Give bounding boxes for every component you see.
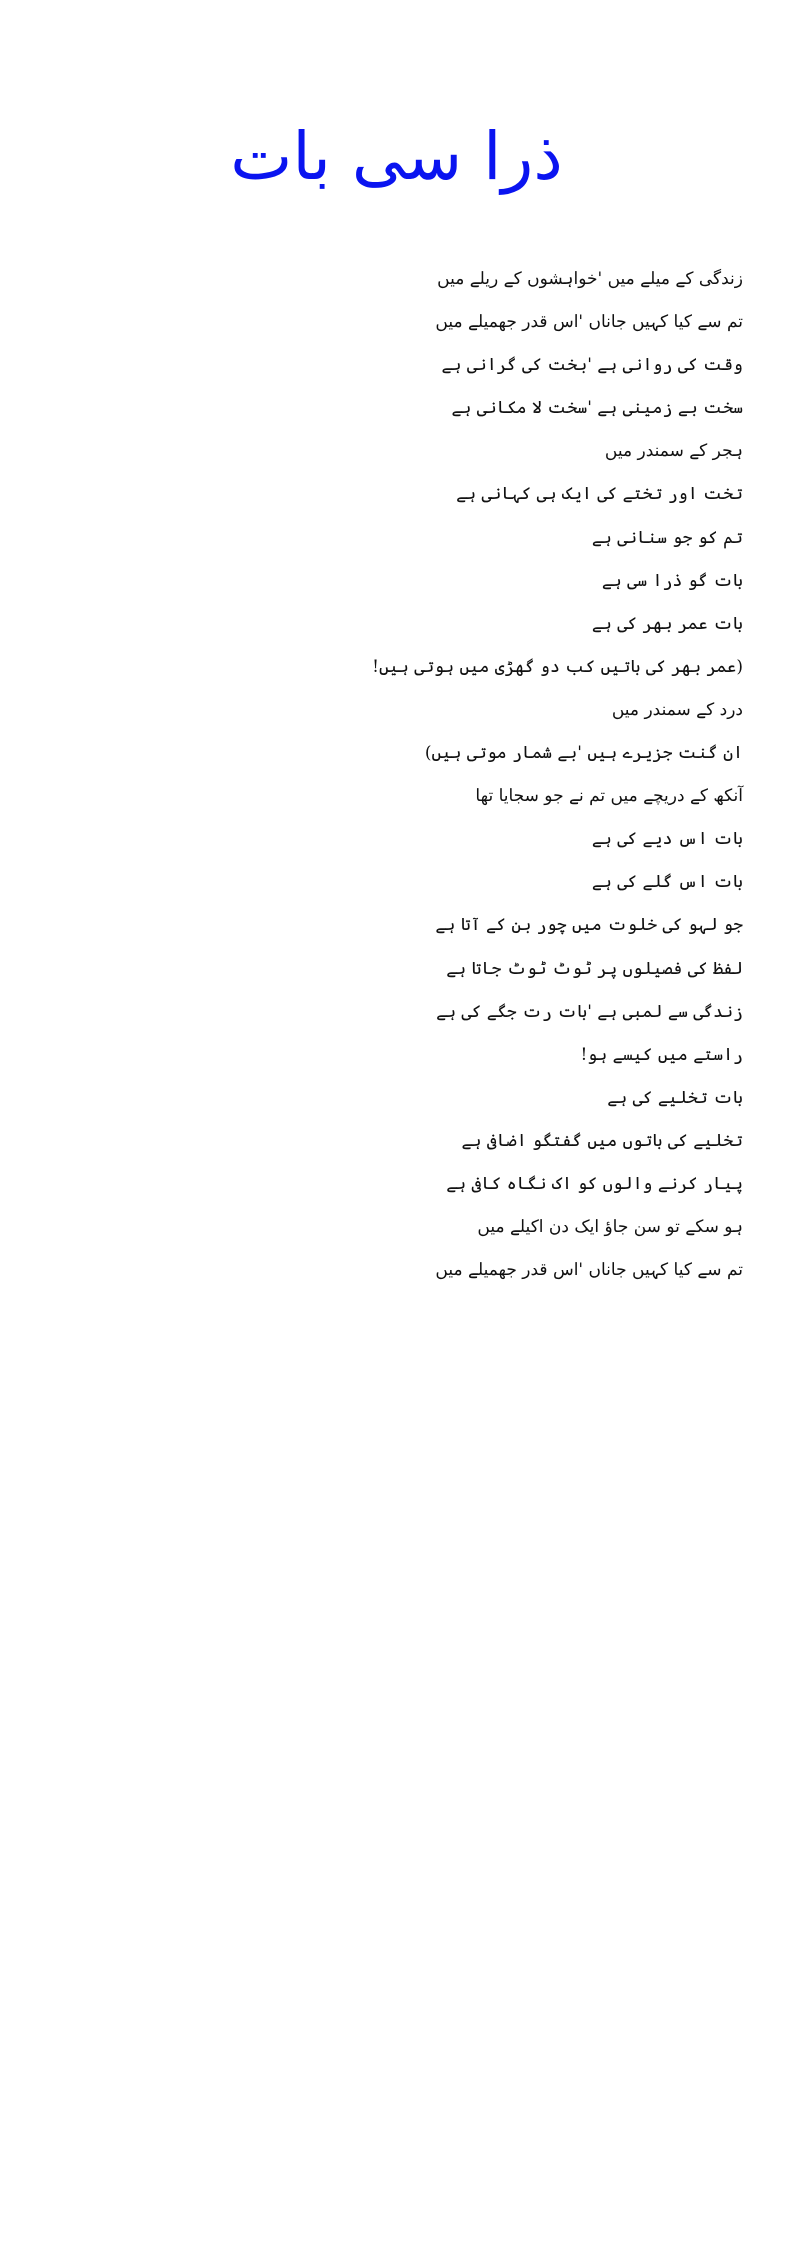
- poem-line: جو لہو کی خلوت میں چور بن کے آتا ہے: [435, 915, 743, 936]
- poem-line: سخت بے زمینی ہے 'سخت لا مکانی ہے: [451, 398, 743, 419]
- poem-line: آنکھ کے دریچے میں تم نے جو سجایا تھا: [475, 786, 743, 807]
- poem-line: زندگی کے میلے میں 'خواہشوں کے ریلے میں: [437, 269, 743, 289]
- poem-line: تخت اور تختے کی ایک ہی کہانی ہے: [456, 484, 743, 505]
- poem-title: ذرا سی بات: [230, 118, 563, 195]
- poem-line: لفظ کی فصیلوں پر ٹوٹ ٹوٹ جاتا ہے: [446, 958, 743, 979]
- poem-line: بات اس دیے کی ہے: [591, 829, 743, 850]
- poem-line: ہجر کے سمندر میں: [604, 441, 743, 462]
- poem-line: بات گو ذرا سی ہے: [601, 570, 743, 591]
- poem-line: تم سے کیا کہیں جاناں 'اس قدر جھمیلے میں: [435, 312, 743, 333]
- poem-line: بات اس گلے کی ہے: [591, 872, 743, 893]
- poem-line: ان گنت جزیرے ہیں 'بے شمار موتی ہیں): [424, 743, 743, 764]
- poem-line: (عمر بھر کی باتیں کب دو گھڑی میں ہوتی ہیں!: [372, 656, 743, 677]
- poem-line: بات عمر بھر کی ہے: [591, 613, 743, 634]
- poem-line: بات تخلیے کی ہے: [607, 1087, 743, 1108]
- poem-line: ہو سکے تو سن جاؤ ایک دن اکیلے میں: [477, 1217, 743, 1238]
- poem-line: تم سے کیا کہیں جاناں 'اس قدر جھمیلے میں: [435, 1260, 743, 1281]
- poem-line: تخلیے کی باتوں میں گفتگو اضافی ہے: [461, 1130, 743, 1151]
- poem-line: تم کو جو سنانی ہے: [591, 527, 743, 548]
- poem-line: زندگی سے لمبی ہے 'بات رت جگے کی ہے: [436, 1001, 743, 1022]
- poem-line: پیار کرنے والوں کو اک نگاہ کافی ہے: [446, 1173, 743, 1194]
- poem-body: [283, 258, 743, 1292]
- poem-line: درد کے سمندر میں: [611, 699, 743, 720]
- poem-line: وقت کی روانی ہے 'بخت کی گرانی ہے: [441, 355, 743, 376]
- poem-line: راستے میں کیسے ہو!: [580, 1044, 743, 1065]
